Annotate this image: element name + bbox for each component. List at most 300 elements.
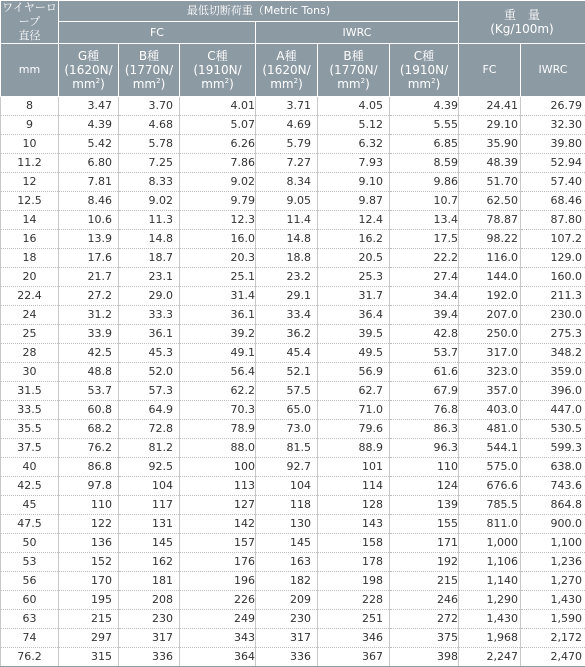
diameter-cell: 11.2 xyxy=(1,154,59,173)
iwrc-c-cell: 27.4 xyxy=(390,268,459,287)
grade-strength: (1770N/ xyxy=(119,63,179,77)
fc-b-cell: 336 xyxy=(119,648,180,667)
grade-unit: mm xyxy=(270,77,293,91)
iwrc-b-cell: 12.4 xyxy=(318,211,390,230)
unit-mm-header: mm xyxy=(1,44,59,97)
table-row xyxy=(1,591,585,610)
fc-c-cell: 5.07 xyxy=(180,116,256,135)
weight-iwrc-cell: 359.0 xyxy=(521,363,585,382)
fc-g-cell: 86.8 xyxy=(59,458,119,477)
grade-header xyxy=(256,44,318,97)
fc-c-cell: 9.79 xyxy=(180,192,256,211)
diameter-cell: 18 xyxy=(1,249,59,268)
iwrc-a-cell: 73.0 xyxy=(256,420,318,439)
fc-b-cell: 64.9 xyxy=(119,401,180,420)
table-row xyxy=(1,496,585,515)
table-row xyxy=(1,629,585,648)
grade-close-paren: ) xyxy=(365,77,370,91)
table-row xyxy=(1,363,585,382)
fc-b-cell: 8.33 xyxy=(119,173,180,192)
weight-fc-cell: 24.41 xyxy=(459,97,521,116)
fc-g-cell: 97.8 xyxy=(59,477,119,496)
weight-fc-cell: 403.0 xyxy=(459,401,521,420)
fc-b-cell: 11.3 xyxy=(119,211,180,230)
iwrc-b-cell: 101 xyxy=(318,458,390,477)
diameter-cell: 37.5 xyxy=(1,439,59,458)
weight-fc-cell: 357.0 xyxy=(459,382,521,401)
grade-name: A種 xyxy=(256,49,317,63)
fc-c-cell: 7.86 xyxy=(180,154,256,173)
fc-b-cell: 230 xyxy=(119,610,180,629)
fc-b-cell: 45.3 xyxy=(119,344,180,363)
grade-name: G種 xyxy=(59,49,118,63)
grade-strength: (1770N/ xyxy=(318,63,389,77)
iwrc-b-cell: 9.87 xyxy=(318,192,390,211)
fc-b-cell: 162 xyxy=(119,553,180,572)
iwrc-c-cell: 96.3 xyxy=(390,439,459,458)
iwrc-a-cell: 92.7 xyxy=(256,458,318,477)
fc-b-cell: 181 xyxy=(119,572,180,591)
iwrc-a-cell: 18.8 xyxy=(256,249,318,268)
iwrc-a-cell: 57.5 xyxy=(256,382,318,401)
weight-iwrc-cell: 864.8 xyxy=(521,496,585,515)
iwrc-a-cell: 11.4 xyxy=(256,211,318,230)
iwrc-c-cell: 10.7 xyxy=(390,192,459,211)
grade-close-paren: ) xyxy=(100,77,105,91)
fc-g-cell: 21.7 xyxy=(59,268,119,287)
iwrc-a-cell: 130 xyxy=(256,515,318,534)
group-iwrc-header: IWRC xyxy=(256,22,459,44)
iwrc-c-cell: 124 xyxy=(390,477,459,496)
iwrc-b-cell: 6.32 xyxy=(318,135,390,154)
fc-g-cell: 68.2 xyxy=(59,420,119,439)
iwrc-c-cell: 5.55 xyxy=(390,116,459,135)
weight-fc-cell: 62.50 xyxy=(459,192,521,211)
table-row xyxy=(1,439,585,458)
grade-name: B種 xyxy=(119,49,179,63)
fc-b-cell: 23.1 xyxy=(119,268,180,287)
table-row xyxy=(1,401,585,420)
diameter-cell: 22.4 xyxy=(1,287,59,306)
iwrc-a-cell: 65.0 xyxy=(256,401,318,420)
iwrc-b-cell: 71.0 xyxy=(318,401,390,420)
grade-unit-exponent: 2 xyxy=(225,77,229,85)
fc-c-cell: 127 xyxy=(180,496,256,515)
fc-b-cell: 9.02 xyxy=(119,192,180,211)
fc-b-cell: 3.70 xyxy=(119,97,180,116)
iwrc-b-cell: 36.4 xyxy=(318,306,390,325)
fc-g-cell: 297 xyxy=(59,629,119,648)
fc-g-cell: 76.2 xyxy=(59,439,119,458)
iwrc-b-cell: 20.5 xyxy=(318,249,390,268)
fc-g-cell: 8.46 xyxy=(59,192,119,211)
iwrc-c-cell: 39.4 xyxy=(390,306,459,325)
fc-c-cell: 249 xyxy=(180,610,256,629)
weight-fc-cell: 544.1 xyxy=(459,439,521,458)
iwrc-c-cell: 8.59 xyxy=(390,154,459,173)
weight-iwrc-header: IWRC xyxy=(521,44,585,97)
weight-iwrc-cell: 275.3 xyxy=(521,325,585,344)
fc-g-cell: 13.9 xyxy=(59,230,119,249)
diameter-cell: 24 xyxy=(1,306,59,325)
fc-b-cell: 104 xyxy=(119,477,180,496)
diameter-cell: 74 xyxy=(1,629,59,648)
iwrc-b-cell: 346 xyxy=(318,629,390,648)
weight-iwrc-cell: 211.3 xyxy=(521,287,585,306)
grade-strength: (1620N/ xyxy=(59,63,118,77)
iwrc-a-cell: 317 xyxy=(256,629,318,648)
table-row xyxy=(1,325,585,344)
weight-fc-cell: 1,000 xyxy=(459,534,521,553)
iwrc-a-cell: 8.34 xyxy=(256,173,318,192)
iwrc-c-cell: 192 xyxy=(390,553,459,572)
fc-c-cell: 39.2 xyxy=(180,325,256,344)
iwrc-c-cell: 215 xyxy=(390,572,459,591)
weight-iwrc-cell: 348.2 xyxy=(521,344,585,363)
iwrc-a-cell: 104 xyxy=(256,477,318,496)
diameter-header-line2: 直径 xyxy=(1,29,58,43)
grade-unit: mm xyxy=(72,77,95,91)
fc-b-cell: 145 xyxy=(119,534,180,553)
fc-g-cell: 10.6 xyxy=(59,211,119,230)
iwrc-a-cell: 33.4 xyxy=(256,306,318,325)
iwrc-c-cell: 61.6 xyxy=(390,363,459,382)
fc-g-cell: 17.6 xyxy=(59,249,119,268)
iwrc-a-cell: 14.8 xyxy=(256,230,318,249)
diameter-cell: 10 xyxy=(1,135,59,154)
fc-b-cell: 131 xyxy=(119,515,180,534)
table-row xyxy=(1,211,585,230)
diameter-header xyxy=(1,1,59,44)
iwrc-b-cell: 25.3 xyxy=(318,268,390,287)
iwrc-c-cell: 139 xyxy=(390,496,459,515)
weight-fc-cell: 785.5 xyxy=(459,496,521,515)
grade-header xyxy=(318,44,390,97)
fc-c-cell: 88.0 xyxy=(180,439,256,458)
diameter-cell: 31.5 xyxy=(1,382,59,401)
table-row xyxy=(1,306,585,325)
diameter-cell: 63 xyxy=(1,610,59,629)
fc-c-cell: 343 xyxy=(180,629,256,648)
weight-fc-cell: 51.70 xyxy=(459,173,521,192)
iwrc-c-cell: 4.39 xyxy=(390,97,459,116)
weight-iwrc-cell: 396.0 xyxy=(521,382,585,401)
iwrc-c-cell: 86.3 xyxy=(390,420,459,439)
weight-iwrc-cell: 1,236 xyxy=(521,553,585,572)
iwrc-a-cell: 209 xyxy=(256,591,318,610)
iwrc-c-cell: 67.9 xyxy=(390,382,459,401)
fc-g-cell: 5.42 xyxy=(59,135,119,154)
weight-fc-cell: 207.0 xyxy=(459,306,521,325)
iwrc-a-cell: 145 xyxy=(256,534,318,553)
grade-strength: (1620N/ xyxy=(256,63,317,77)
grade-unit-exponent: 2 xyxy=(294,77,298,85)
table-row xyxy=(1,515,585,534)
iwrc-b-cell: 56.9 xyxy=(318,363,390,382)
diameter-cell: 56 xyxy=(1,572,59,591)
grade-header xyxy=(390,44,459,97)
iwrc-c-cell: 272 xyxy=(390,610,459,629)
grade-header xyxy=(119,44,180,97)
fc-c-cell: 176 xyxy=(180,553,256,572)
iwrc-a-cell: 9.05 xyxy=(256,192,318,211)
weight-iwrc-cell: 1,270 xyxy=(521,572,585,591)
fc-b-cell: 117 xyxy=(119,496,180,515)
iwrc-b-cell: 114 xyxy=(318,477,390,496)
weight-fc-cell: 250.0 xyxy=(459,325,521,344)
fc-g-cell: 215 xyxy=(59,610,119,629)
iwrc-b-cell: 251 xyxy=(318,610,390,629)
grade-close-paren: ) xyxy=(229,77,234,91)
fc-b-cell: 29.0 xyxy=(119,287,180,306)
table-header xyxy=(1,1,585,97)
iwrc-a-cell: 182 xyxy=(256,572,318,591)
weight-fc-cell: 116.0 xyxy=(459,249,521,268)
fc-c-cell: 4.01 xyxy=(180,97,256,116)
iwrc-b-cell: 79.6 xyxy=(318,420,390,439)
grade-unit: mm xyxy=(408,77,431,91)
weight-header xyxy=(459,1,585,44)
grade-name: C種 xyxy=(390,49,458,63)
fc-b-cell: 18.7 xyxy=(119,249,180,268)
weight-iwrc-cell: 2,470 xyxy=(521,648,585,667)
fc-c-cell: 226 xyxy=(180,591,256,610)
fc-c-cell: 70.3 xyxy=(180,401,256,420)
fc-g-cell: 3.47 xyxy=(59,97,119,116)
weight-fc-cell: 29.10 xyxy=(459,116,521,135)
group-fc-header: FC xyxy=(59,22,256,44)
iwrc-b-cell: 143 xyxy=(318,515,390,534)
grade-unit: mm xyxy=(337,77,360,91)
weight-iwrc-cell: 39.80 xyxy=(521,135,585,154)
weight-iwrc-cell: 743.6 xyxy=(521,477,585,496)
fc-g-cell: 60.8 xyxy=(59,401,119,420)
iwrc-c-cell: 13.4 xyxy=(390,211,459,230)
weight-iwrc-cell: 107.2 xyxy=(521,230,585,249)
iwrc-a-cell: 230 xyxy=(256,610,318,629)
iwrc-c-cell: 110 xyxy=(390,458,459,477)
table-row xyxy=(1,135,585,154)
iwrc-b-cell: 39.5 xyxy=(318,325,390,344)
fc-c-cell: 36.1 xyxy=(180,306,256,325)
weight-fc-cell: 676.6 xyxy=(459,477,521,496)
weight-header-title: 重 量 xyxy=(459,8,585,22)
table-row xyxy=(1,610,585,629)
fc-b-cell: 52.0 xyxy=(119,363,180,382)
grade-close-paren: ) xyxy=(161,77,166,91)
weight-iwrc-cell: 52.94 xyxy=(521,154,585,173)
weight-fc-cell: 192.0 xyxy=(459,287,521,306)
diameter-cell: 28 xyxy=(1,344,59,363)
breaking-load-header: 最低切断荷重（Metric Tons) xyxy=(59,1,459,22)
weight-fc-cell: 323.0 xyxy=(459,363,521,382)
weight-fc-cell: 78.87 xyxy=(459,211,521,230)
weight-iwrc-cell: 160.0 xyxy=(521,268,585,287)
iwrc-a-cell: 52.1 xyxy=(256,363,318,382)
iwrc-c-cell: 398 xyxy=(390,648,459,667)
table-row xyxy=(1,477,585,496)
diameter-cell: 25 xyxy=(1,325,59,344)
iwrc-b-cell: 228 xyxy=(318,591,390,610)
iwrc-a-cell: 36.2 xyxy=(256,325,318,344)
fc-g-cell: 27.2 xyxy=(59,287,119,306)
weight-fc-cell: 98.22 xyxy=(459,230,521,249)
table-row xyxy=(1,268,585,287)
diameter-header-line1: ワイヤーロープ xyxy=(1,1,58,29)
fc-c-cell: 142 xyxy=(180,515,256,534)
weight-iwrc-cell: 2,172 xyxy=(521,629,585,648)
grade-unit-exponent: 2 xyxy=(431,77,435,85)
table-row xyxy=(1,344,585,363)
weight-fc-cell: 317.0 xyxy=(459,344,521,363)
weight-fc-cell: 1,290 xyxy=(459,591,521,610)
fc-g-cell: 195 xyxy=(59,591,119,610)
iwrc-c-cell: 171 xyxy=(390,534,459,553)
grade-unit-exponent: 2 xyxy=(96,77,100,85)
fc-g-cell: 48.8 xyxy=(59,363,119,382)
weight-fc-cell: 48.39 xyxy=(459,154,521,173)
fc-c-cell: 12.3 xyxy=(180,211,256,230)
fc-c-cell: 6.26 xyxy=(180,135,256,154)
grade-close-paren: ) xyxy=(436,77,441,91)
iwrc-c-cell: 42.8 xyxy=(390,325,459,344)
fc-b-cell: 36.1 xyxy=(119,325,180,344)
iwrc-c-cell: 34.4 xyxy=(390,287,459,306)
diameter-cell: 42.5 xyxy=(1,477,59,496)
grade-unit-exponent: 2 xyxy=(361,77,365,85)
weight-iwrc-cell: 1,100 xyxy=(521,534,585,553)
table-row xyxy=(1,249,585,268)
fc-g-cell: 42.5 xyxy=(59,344,119,363)
diameter-cell: 16 xyxy=(1,230,59,249)
iwrc-b-cell: 9.10 xyxy=(318,173,390,192)
weight-iwrc-cell: 68.46 xyxy=(521,192,585,211)
iwrc-a-cell: 163 xyxy=(256,553,318,572)
fc-c-cell: 62.2 xyxy=(180,382,256,401)
weight-iwrc-cell: 599.3 xyxy=(521,439,585,458)
diameter-cell: 50 xyxy=(1,534,59,553)
weight-iwrc-cell: 32.30 xyxy=(521,116,585,135)
iwrc-a-cell: 81.5 xyxy=(256,439,318,458)
iwrc-a-cell: 23.2 xyxy=(256,268,318,287)
iwrc-b-cell: 5.12 xyxy=(318,116,390,135)
weight-fc-cell: 1,430 xyxy=(459,610,521,629)
fc-c-cell: 9.02 xyxy=(180,173,256,192)
table-row xyxy=(1,97,585,116)
grade-unit: mm xyxy=(201,77,224,91)
diameter-cell: 33.5 xyxy=(1,401,59,420)
fc-g-cell: 136 xyxy=(59,534,119,553)
fc-g-cell: 33.9 xyxy=(59,325,119,344)
grade-unit-exponent: 2 xyxy=(156,77,160,85)
fc-b-cell: 4.68 xyxy=(119,116,180,135)
iwrc-c-cell: 22.2 xyxy=(390,249,459,268)
fc-c-cell: 157 xyxy=(180,534,256,553)
iwrc-a-cell: 5.79 xyxy=(256,135,318,154)
fc-g-cell: 4.39 xyxy=(59,116,119,135)
iwrc-b-cell: 367 xyxy=(318,648,390,667)
fc-g-cell: 53.7 xyxy=(59,382,119,401)
grade-close-paren: ) xyxy=(298,77,303,91)
iwrc-c-cell: 246 xyxy=(390,591,459,610)
iwrc-b-cell: 49.5 xyxy=(318,344,390,363)
fc-c-cell: 25.1 xyxy=(180,268,256,287)
iwrc-c-cell: 155 xyxy=(390,515,459,534)
diameter-cell: 12.5 xyxy=(1,192,59,211)
fc-g-cell: 7.81 xyxy=(59,173,119,192)
diameter-cell: 45 xyxy=(1,496,59,515)
diameter-cell: 14 xyxy=(1,211,59,230)
grade-strength: (1910N/ xyxy=(390,63,458,77)
iwrc-c-cell: 375 xyxy=(390,629,459,648)
iwrc-c-cell: 9.86 xyxy=(390,173,459,192)
weight-fc-header: FC xyxy=(459,44,521,97)
weight-fc-cell: 2,247 xyxy=(459,648,521,667)
table-row xyxy=(1,154,585,173)
diameter-cell: 40 xyxy=(1,458,59,477)
weight-fc-cell: 1,140 xyxy=(459,572,521,591)
table-row xyxy=(1,572,585,591)
fc-c-cell: 364 xyxy=(180,648,256,667)
table-row xyxy=(1,553,585,572)
iwrc-b-cell: 16.2 xyxy=(318,230,390,249)
fc-g-cell: 122 xyxy=(59,515,119,534)
fc-b-cell: 208 xyxy=(119,591,180,610)
iwrc-a-cell: 7.27 xyxy=(256,154,318,173)
fc-c-cell: 56.4 xyxy=(180,363,256,382)
table-body xyxy=(1,97,585,667)
fc-b-cell: 81.2 xyxy=(119,439,180,458)
iwrc-c-cell: 53.7 xyxy=(390,344,459,363)
table-row xyxy=(1,648,585,667)
weight-iwrc-cell: 26.79 xyxy=(521,97,585,116)
fc-c-cell: 20.3 xyxy=(180,249,256,268)
weight-iwrc-cell: 900.0 xyxy=(521,515,585,534)
weight-fc-cell: 144.0 xyxy=(459,268,521,287)
fc-c-cell: 31.4 xyxy=(180,287,256,306)
table-row xyxy=(1,420,585,439)
table-row xyxy=(1,173,585,192)
weight-iwrc-cell: 1,590 xyxy=(521,610,585,629)
grade-name: B種 xyxy=(318,49,389,63)
table-row xyxy=(1,534,585,553)
fc-b-cell: 317 xyxy=(119,629,180,648)
diameter-cell: 9 xyxy=(1,116,59,135)
fc-b-cell: 92.5 xyxy=(119,458,180,477)
fc-g-cell: 110 xyxy=(59,496,119,515)
weight-iwrc-cell: 230.0 xyxy=(521,306,585,325)
fc-g-cell: 315 xyxy=(59,648,119,667)
diameter-cell: 35.5 xyxy=(1,420,59,439)
fc-g-cell: 31.2 xyxy=(59,306,119,325)
fc-g-cell: 170 xyxy=(59,572,119,591)
grade-unit: mm xyxy=(133,77,156,91)
iwrc-a-cell: 45.4 xyxy=(256,344,318,363)
weight-iwrc-cell: 530.5 xyxy=(521,420,585,439)
weight-iwrc-cell: 638.0 xyxy=(521,458,585,477)
fc-b-cell: 33.3 xyxy=(119,306,180,325)
iwrc-b-cell: 178 xyxy=(318,553,390,572)
iwrc-b-cell: 198 xyxy=(318,572,390,591)
weight-fc-cell: 575.0 xyxy=(459,458,521,477)
fc-c-cell: 16.0 xyxy=(180,230,256,249)
fc-c-cell: 78.9 xyxy=(180,420,256,439)
diameter-cell: 30 xyxy=(1,363,59,382)
weight-fc-cell: 481.0 xyxy=(459,420,521,439)
weight-fc-cell: 1,106 xyxy=(459,553,521,572)
weight-iwrc-cell: 129.0 xyxy=(521,249,585,268)
fc-c-cell: 113 xyxy=(180,477,256,496)
